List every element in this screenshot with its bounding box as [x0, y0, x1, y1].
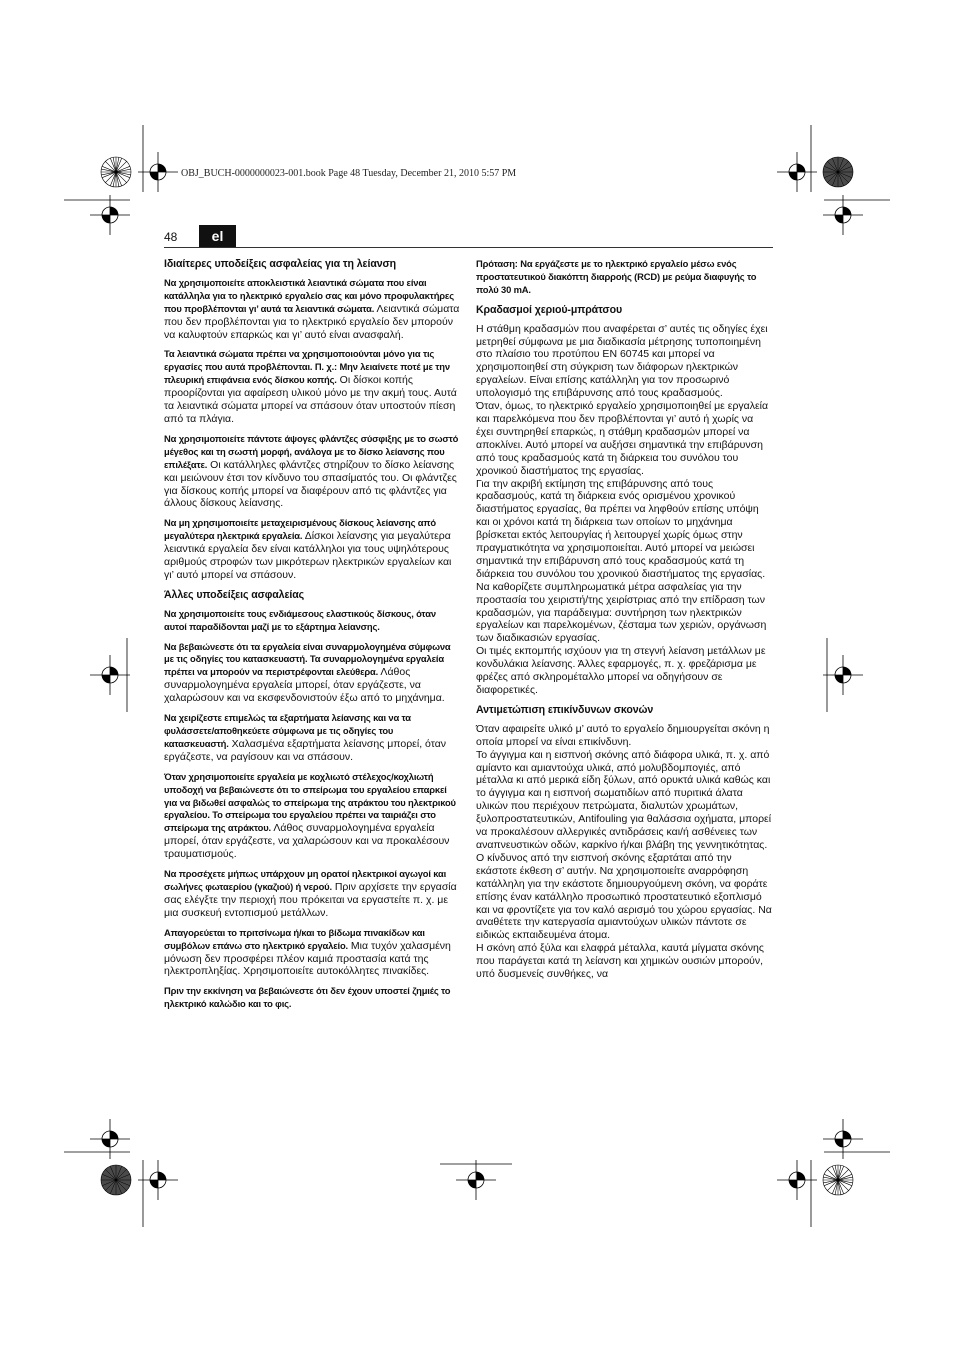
- bold-instruction: Να προσέχετε μήπως υπάρχουν μη ορατοί ηλεκτρικοί αγωγοί και σωλήνες φωταερίου (γκαζιού) ή νερού.: [164, 868, 447, 892]
- section-heading-other-safety: Άλλες υποδείξεις ασφαλείας: [164, 588, 305, 601]
- paragraph-text: Όταν αφαιρείτε υλικό μ’ αυτό το εργαλείο δημιουργείται σκόνη η οποία μπορεί να είναι επικίνδυνη.: [476, 722, 770, 748]
- paragraph-text: Μια τυχόν χαλασμένη μόνωση δεν προσφέρει πλέον καμιά προστασία κατά της ηλεκτροπληξίας. Χρησιμοποιείτε αυτοκόλλητες πινακίδες.: [164, 939, 451, 978]
- bold-instruction: Να χειρίζεστε επιμελώς τα εξαρτήματα λείανσης και να τα φυλάσσετε/αποθηκεύετε σύμφωνα με τις οδηγίες του κατασκευαστή.: [164, 712, 411, 749]
- paragraph: [164, 277, 460, 342]
- section-heading-dust: Αντιμετώπιση επικίνδυνων σκονών: [476, 703, 654, 716]
- paragraph-text: Λάθος συναρμολογημένα εργαλεία μπορεί, όταν εργάζεστε, να χαλαρώσουν και να προκαλέσουν τραυματισμούς.: [164, 822, 450, 861]
- bold-instruction: Πριν την εκκίνηση να βεβαιώνεστε ότι δεν έχουν υποστεί ζημιές το ηλεκτρικό καλώδιο και το φις.: [164, 985, 451, 1010]
- paragraph-text: Λάθος συναρμολογημένα εργαλεία μπορεί, όταν εργάζεστε, να χαλαρώσουν και να εκσφενδονιστούν έξω από το μηχάνημα.: [164, 666, 445, 705]
- section-heading-grinding-safety: Ιδιαίτερες υποδείξεις ασφαλείας για τη λείανση: [164, 258, 397, 270]
- paragraph: [164, 985, 460, 1011]
- paragraph-text: Οι δίσκοι κοπής προορίζονται για αφαίρεση υλικού μόνο με την ακμή τους. Αυτά τα λειαντικά σώματα μπορεί να σπάσουν όταν υποστούν πίεση από τα πλάγια.: [164, 374, 457, 425]
- paragraph-text: Λειαντικά σώματα που δεν προβλέπονται για το ηλεκτρικό εργαλείο δεν μπορούν να καλυφτούν επαρκώς και γι’ αυτό είναι ανασφαλή.: [164, 302, 460, 341]
- paragraph-text: Δίσκοι λείανσης για μεγαλύτερα λειαντικά εργαλεία δεν είναι κατάλληλοι για τους υψηλότερους αριθμούς στροφών των μικρότερων ηλεκτρικών εργαλείων και γι’ αυτό μπορεί να σπάσουν.: [164, 530, 452, 581]
- right-column: [476, 258, 773, 981]
- bold-instruction: Να χρησιμοποιείτε τους ενδιάμεσους ελαστικούς δίσκους, όταν αυτοί παραδίδονται μαζί με το εξάρτημα λείανσης.: [164, 607, 436, 632]
- paragraph: [476, 258, 773, 297]
- paragraph-text: Όταν, όμως, το ηλεκτρικό εργαλείο χρησιμοποιηθεί με εργαλεία και παρελκόμενα που δεν προβλέπονται γι’ αυτό ή χωρίς να έχει συντηρηθεί επαρκώς, η στάθμη κραδασμών μπορεί να αποκλίνει. Αυτό μπορεί να αυξήσει σημαντικά την επιβάρυνση από τους κραδασμούς κατά τη διάρκεια του συνόλου του χρονικού διαστήματος της εργασίας.: [476, 400, 769, 477]
- book-slug: OBJ_BUCH-0000000023-001.book Page 48 Tuesday, December 21, 2010 5:57 PM: [181, 168, 517, 179]
- paragraph-text: Το άγγιγμα και η εισπνοή σκόνης από διάφορα υλικά, π. χ. από αμίαντο και αμιαντούχα υλικά, από μολυβδομπογιές, από μέταλλα κι από μερικά είδη ξύλων, από ορυκτά υλικά καθώς και το άγγιγμα και η εισπνοή σωματιδίων από πυριτικά άλατα υλικών που περιέχουν πετρώματα, διαλυτών χρωμάτων, ξυλοπροστατευτικών, Antifouling για θαλάσσια οχήματα, μπορεί να προκαλέσουν αλλεργικές αντιδράσεις και/ή ασθένειες των αναπνευστικών οδών, καρκίνο ή/και βλάβη της γεννητικότητας. Ο κίνδυνος από την εισπνοή σκόνης εξαρτάται από την εκάστοτε έκθεση σ’ αυτήν. Να χρησιμοποιείτε αναρρόφηση κατάλληλη για την εκάστοτε δημιουργούμενη σκόνη, να φοράτε επίσης έναν κατάλληλο προσωπικό προστατευτικό εξοπλισμό και να φροντίζετε για τον καλό αερισμό του χώρου εργασίας. Να αναθέτετε την κατεργασία αμιαντούχων υλικών πάντοτε σε ειδικώς εκπαιδευμένα άτομα.: [476, 748, 772, 942]
- section-heading-vibration: Κραδασμοί χεριού-μπράτσου: [476, 303, 623, 316]
- paragraph-text: Οι τιμές εκπομπής ισχύουν για τη στεγνή λείανση μετάλλων με κονδυλάκια λείανσης. Άλλες εφαρμογές, π. χ. φρεζάρισμα με φρέζες από σκληρομέταλλο μπορεί να οδηγήσουν σε διαφορετικές.: [476, 645, 766, 696]
- paragraph-text: Χαλασμένα εξαρτήματα λείανσης μπορεί, όταν εργάζεστε, να ραγίσουν και να σπάσουν.: [164, 737, 447, 763]
- bold-instruction: Να χρησιμοποιείτε αποκλειστικά λειαντικά σώματα που είναι κατάλληλα για το ηλεκτρικό εργαλείο σας και μόνο προφυλακτήρες που προβλέπονται γι’ αυτά τα λειαντικά σώματα.: [164, 276, 454, 314]
- page-number: 48: [164, 230, 178, 244]
- paragraph-text: Οι κατάλληλες φλάντζες στηρίζουν το δίσκο λείανσης και μειώνουν έτσι τον κίνδυνο του σπασίματός του. Οι φλάντζες για δίσκους κοπής μπορεί να διαφέρουν από τις φλάντζες για άλλους δίσκους λείανσης.: [164, 458, 457, 510]
- bold-instruction: Να χρησιμοποιείτε πάντοτε άψογες φλάντζες σύσφιξης με το σωστό μέγεθος και τη σωστή μορφή, ανάλογα με το δίσκο λείανσης που επιλέξατε.: [164, 432, 459, 470]
- header-rule: [164, 247, 773, 248]
- left-column: [164, 258, 460, 1018]
- bold-instruction: Απαγορεύεται το πριτσίνωμα ή/και το βίδωμα πινακίδων και συμβόλων επάνω στο ηλεκτρικό εργαλείο.: [164, 926, 425, 951]
- paragraph: [164, 927, 460, 979]
- paragraph-text: Η σκόνη από ξύλα και ελαφρά μέταλλα, καυτά μίγματα σκόνης που παράγεται κατά τη λείανση και χημικών ουσιών μπορούν, υπό δυσμενείς συνθήκες, να: [476, 942, 764, 981]
- language-tab: el: [199, 225, 236, 247]
- paragraph: [164, 641, 460, 706]
- paragraph: [164, 517, 460, 582]
- bold-instruction: Να μη χρησιμοποιείτε μεταχειρισμένους δίσκους λείανσης από μεγαλύτερα ηλεκτρικά εργαλεία.: [164, 517, 436, 542]
- paragraph: [164, 608, 460, 634]
- paragraph-text: Να καθορίζετε συμπληρωματικά μέτρα ασφαλείας για την προστασία του χειριστή/της χειρίστριας από την επίδραση των κραδασμών, για παράδειγμα: συντήρηση των ηλεκτρικών εργαλείων και παρελκομένων, ζέσταμα των χεριών, οργάνωση των διαδικασιών εργασίας.: [476, 580, 767, 645]
- paragraph: [164, 433, 460, 510]
- paragraph: [164, 712, 460, 764]
- paragraph-text: Για την ακριβή εκτίμηση της επιβάρυνσης από τους κραδασμούς, κατά τη διάρκεια ενός ορισμένου χρονικού διαστήματος εργασίας, θα πρέπει να ληφθούν επίσης υπόψη και οι χρόνοι κατά τη διάρκεια των οποίων το μηχάνημα βρίσκεται εκτός λειτουργίας ή λειτουργεί χωρίς όμως στην πραγματικότητα να χρησιμοποιείται. Αυτό μπορεί να μειώσει σημαντικά την επιβάρυνση από τους κραδασμούς κατά τη διάρκεια του συνόλου του χρονικού διαστήματος της εργασίας.: [476, 477, 766, 580]
- bold-instruction: Όταν χρησιμοποιείτε εργαλεία με κοχλιωτό στέλεχος/κοχλιωτή υποδοχή να βεβαιώνεστε ότι το σπείρωμα του εργαλείου επαρκεί για να βιδωθεί ασφαλώς το σπείρωμα της ατράκτου του ηλεκτρικού εργαλείου. Το σπείρωμα του εργαλείου πρέπει να ταιριάζει στο σπείρωμα της ατράκτου.: [164, 770, 456, 834]
- paragraph: [164, 868, 460, 920]
- paragraph-text: Η στάθμη κραδασμών που αναφέρεται σ’ αυτές τις οδηγίες έχει μετρηθεί σύμφωνα με μια διαδικασία μέτρησης τυποποιημένη στο πλαίσιο του προτύπου EN 60745 και μπορεί να χρησιμοποιηθεί στη σύγκριση των διάφορων ηλεκτρικών εργαλείων. Είναι επίσης κατάλληλη για τον προσωρινό υπολογισμό της επιβάρυνσης από τους κραδασμούς.: [476, 322, 768, 400]
- bold-instruction: Πρόταση: Να εργάζεστε με το ηλεκτρικό εργαλείο μέσω ενός προστατευτικού διακόπτη διαρροής (RCD) με ρεύμα διαφυγής το πολύ 30 mA.: [476, 258, 757, 295]
- paragraph: [164, 771, 460, 861]
- paragraph-text: Πριν αρχίσετε την εργασία σας ελέγξτε την περιοχή που πρόκειται να εργαστείτε π. χ. με μια συσκευή εντοπισμού μετάλλων.: [164, 880, 457, 919]
- bold-instruction: Να βεβαιώνεστε ότι τα εργαλεία είναι συναρμολογημένα σύμφωνα με τις οδηγίες του κατασκευαστή. Τα συναρμολογημένα εργαλεία πρέπει να μπορούν να περιστρέφονται ελεύθερα.: [164, 640, 451, 678]
- paragraph: [164, 348, 460, 425]
- bold-instruction: Τα λειαντικά σώματα πρέπει να χρησιμοποιούνται μόνο για τις εργασίες που αυτά προβλέπονται. Π. χ.: Μην λειαίνετε ποτέ με την πλευρική επιφάνεια ενός δίσκου κοπής.: [164, 348, 450, 386]
